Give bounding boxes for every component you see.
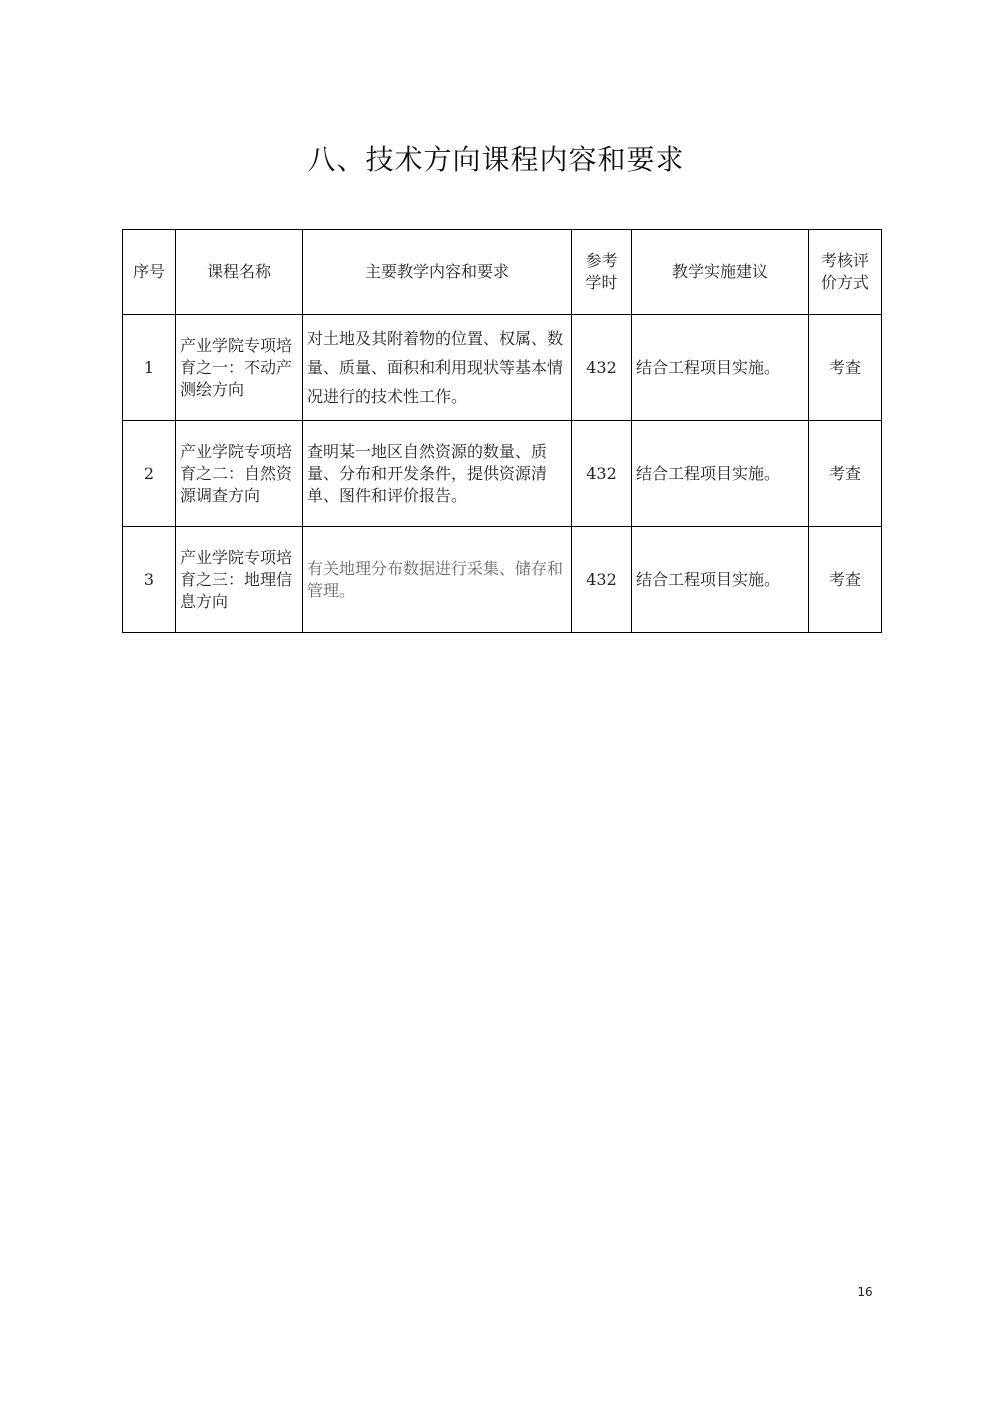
row-hours: 432 bbox=[572, 315, 632, 421]
row-num: 3 bbox=[123, 527, 176, 633]
row-advice: 结合工程项目实施。 bbox=[632, 527, 809, 633]
row-assess: 考查 bbox=[809, 315, 882, 421]
row-assess: 考查 bbox=[809, 421, 882, 527]
header-num: 序号 bbox=[123, 230, 176, 315]
table-header-row bbox=[123, 230, 882, 315]
header-assess-line1: 考核评 bbox=[820, 251, 869, 270]
header-hours-line2: 学时 bbox=[585, 273, 618, 292]
header-hours-line1: 参考 bbox=[585, 251, 618, 270]
course-table bbox=[122, 229, 882, 633]
row-course-name: 产业学院专项培育之二：自然资源调查方向 bbox=[176, 421, 303, 527]
page-number: 16 bbox=[857, 1285, 873, 1299]
header-hours bbox=[572, 230, 632, 315]
table-row bbox=[123, 315, 882, 421]
table-row bbox=[123, 421, 882, 527]
header-advice: 教学实施建议 bbox=[632, 230, 809, 315]
row-advice: 结合工程项目实施。 bbox=[632, 421, 809, 527]
row-hours: 432 bbox=[572, 421, 632, 527]
row-content: 查明某一地区自然资源的数量、质量、分布和开发条件，提供资源清单、图件和评价报告。 bbox=[303, 421, 572, 527]
row-course-name: 产业学院专项培育之一：不动产测绘方向 bbox=[176, 315, 303, 421]
header-assess bbox=[809, 230, 882, 315]
row-num: 2 bbox=[123, 421, 176, 527]
row-content: 有关地理分布数据进行采集、储存和管理。 bbox=[303, 527, 572, 633]
row-hours: 432 bbox=[572, 527, 632, 633]
row-course-name: 产业学院专项培育之三：地理信息方向 bbox=[176, 527, 303, 633]
row-num: 1 bbox=[123, 315, 176, 421]
row-advice: 结合工程项目实施。 bbox=[632, 315, 809, 421]
page-title: 八、技术方向课程内容和要求 bbox=[307, 143, 685, 176]
table-row bbox=[123, 527, 882, 633]
header-content: 主要教学内容和要求 bbox=[303, 230, 572, 315]
row-assess: 考查 bbox=[809, 527, 882, 633]
row-content: 对土地及其附着物的位置、权属、数量、质量、面积和利用现状等基本情况进行的技术性工作。 bbox=[303, 315, 572, 421]
header-name: 课程名称 bbox=[176, 230, 303, 315]
header-assess-line2: 价方式 bbox=[820, 273, 869, 292]
